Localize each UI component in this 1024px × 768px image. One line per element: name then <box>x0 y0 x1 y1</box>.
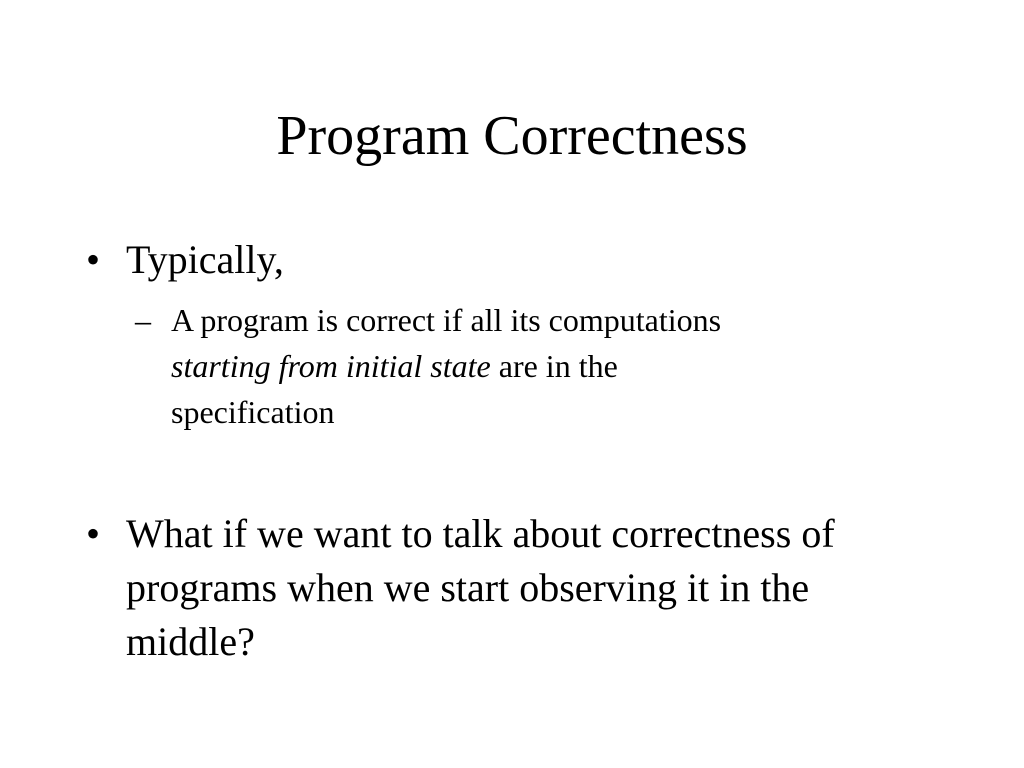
subbullet-text <box>171 297 895 435</box>
slide-title: Program Correctness <box>276 105 748 167</box>
subbullet-line-1: A program is correct if all its computations <box>171 302 722 338</box>
bullet-marker: • <box>86 237 101 282</box>
bullet-marker: • <box>86 511 101 556</box>
bullet-line-2: programs when we start observing it in the <box>126 565 810 610</box>
subbullet-marker: – <box>135 302 151 338</box>
bullet-line-3: middle? <box>126 619 255 664</box>
bullet-text: Typically, <box>126 237 284 282</box>
bullet-item <box>86 507 966 669</box>
subbullet-line-2 <box>171 343 895 389</box>
bullet-item <box>86 233 966 287</box>
subbullet-line-3: specification <box>171 394 335 430</box>
bullet-text <box>126 507 966 669</box>
subbullet-emphasis: starting from initial state <box>171 348 491 384</box>
subbullet-line-2-rest: are in the <box>490 348 618 384</box>
bullet-line-1: What if we want to talk about correctness of <box>126 511 835 556</box>
